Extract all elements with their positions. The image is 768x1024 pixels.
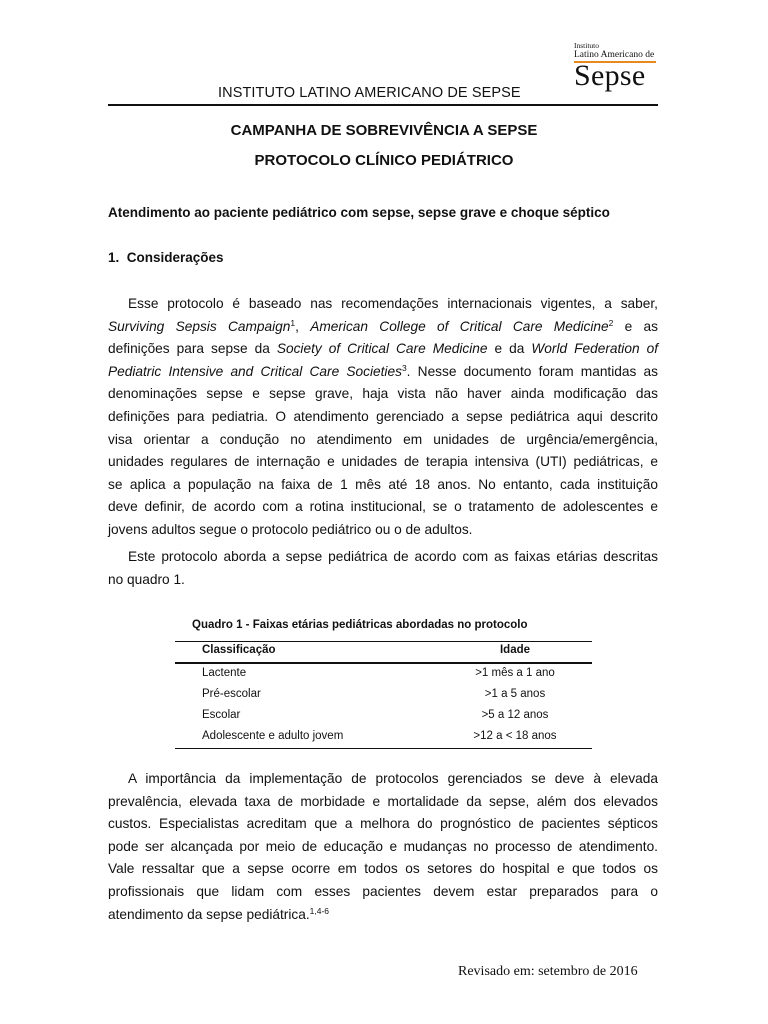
document-subtitle: PROTOCOLO CLÍNICO PEDIÁTRICO bbox=[254, 152, 514, 169]
text-line: profissionais que lidam com esses pacientes devem estar preparados para o bbox=[108, 883, 658, 899]
text-line: denominações sepse e sepse grave, haja vista não haver ainda modificação das bbox=[108, 386, 658, 402]
column-header-age: Idade bbox=[499, 644, 531, 656]
section-heading bbox=[108, 250, 224, 265]
column-header-classification: Classificação bbox=[202, 644, 276, 656]
text-line: Este protocolo aborda a sepse pediátrica de acordo com as faixas etárias descritas bbox=[128, 549, 658, 564]
text-line: prevalência, elevada taxa de morbidade e mortalidade da sepse, além dos elevados bbox=[108, 793, 658, 809]
table-cell: Lactente bbox=[202, 667, 247, 679]
table-cell: Pré-escolar bbox=[202, 688, 261, 700]
text-line: Esse protocolo é baseado nas recomendações internacionais vigentes, a saber, bbox=[128, 296, 658, 311]
document-title: CAMPANHA DE SOBREVIVÊNCIA A SEPSE bbox=[230, 122, 538, 139]
table-cell: Adolescente e adulto jovem bbox=[202, 730, 344, 742]
text-line: no quadro 1. bbox=[108, 571, 185, 587]
table-rule bbox=[175, 748, 592, 749]
table-cell: Escolar bbox=[202, 709, 241, 721]
text-line: custos. Especialistas acreditam que a melhora do prognóstico de pacientes sépticos bbox=[108, 816, 658, 832]
text-line: Pediatric Intensive and Critical Care Societies$^3$. Nesse documento foram mantidas as bbox=[108, 362, 658, 379]
table-row bbox=[175, 706, 592, 727]
table-cell: >12 a < 18 anos bbox=[473, 730, 557, 742]
table-caption: Quadro 1 - Faixas etárias pediátricas abordadas no protocolo bbox=[192, 619, 528, 631]
institute-logo bbox=[574, 42, 664, 91]
text-line: unidades regulares de internação e unidades de terapia intensiva (UTI) pediátricas, e bbox=[108, 454, 658, 470]
text-line: deve definir, de acordo com a rotina institucional, se o tratamento de adolescentes e bbox=[108, 499, 658, 515]
text-line: se aplica a população na faixa de 1 mês até 18 anos. No entanto, cada instituição bbox=[108, 476, 658, 492]
text-line: visa orientar a condução no atendimento em unidades de urgência/emergência, bbox=[108, 431, 658, 447]
table-row bbox=[175, 664, 592, 685]
institute-name: INSTITUTO LATINO AMERICANO DE SEPSE bbox=[218, 85, 521, 101]
header-divider bbox=[108, 104, 658, 106]
logo-line-2: Latino Americano de bbox=[574, 50, 655, 60]
table-header-row bbox=[175, 642, 592, 662]
logo-name: Sepse bbox=[574, 59, 646, 92]
age-groups-table bbox=[175, 641, 592, 749]
table-row bbox=[175, 727, 592, 748]
paragraph-2 bbox=[108, 546, 658, 591]
paragraph-1 bbox=[108, 293, 658, 542]
text-line: Vale ressaltar que a sepse ocorre em todos os setores do hospital e que todos os bbox=[108, 861, 658, 877]
section-title: Considerações bbox=[126, 250, 224, 265]
logo-line-1: Instituto bbox=[574, 41, 600, 50]
text-line: definições para pediatria. O atendimento gerenciado a sepse pediátrica aqui descrito bbox=[108, 408, 658, 424]
text-line: pode ser alcançada por meio de educação e mudanças no processo de atendimento. bbox=[108, 838, 658, 854]
text-line: atendimento da sepse pediátrica.$^{1,4-6}$ bbox=[108, 905, 330, 922]
table-row bbox=[175, 685, 592, 706]
text-line: Surviving Sepsis Campaign$^1$, American College of Critical Care Medicine$^2$ e as bbox=[108, 317, 658, 334]
table-cell: >1 a 5 anos bbox=[484, 688, 546, 700]
revision-date: Revisado em: setembro de 2016 bbox=[458, 964, 638, 979]
care-heading: Atendimento ao paciente pediátrico com sepse, sepse grave e choque séptico bbox=[108, 205, 610, 220]
text-line: jovens adultos segue o protocolo pediátrico ou o de adultos. bbox=[108, 521, 473, 537]
section-number: 1. bbox=[108, 250, 120, 265]
table-cell: >5 a 12 anos bbox=[481, 709, 549, 721]
paragraph-3 bbox=[108, 768, 658, 926]
table-cell: >1 mês a 1 ano bbox=[475, 667, 555, 679]
text-line: definições para sepse da Society of Critical Care Medicine e da World Federation of bbox=[108, 341, 659, 357]
text-line: A importância da implementação de protocolos gerenciados se deve à elevada bbox=[128, 771, 658, 786]
